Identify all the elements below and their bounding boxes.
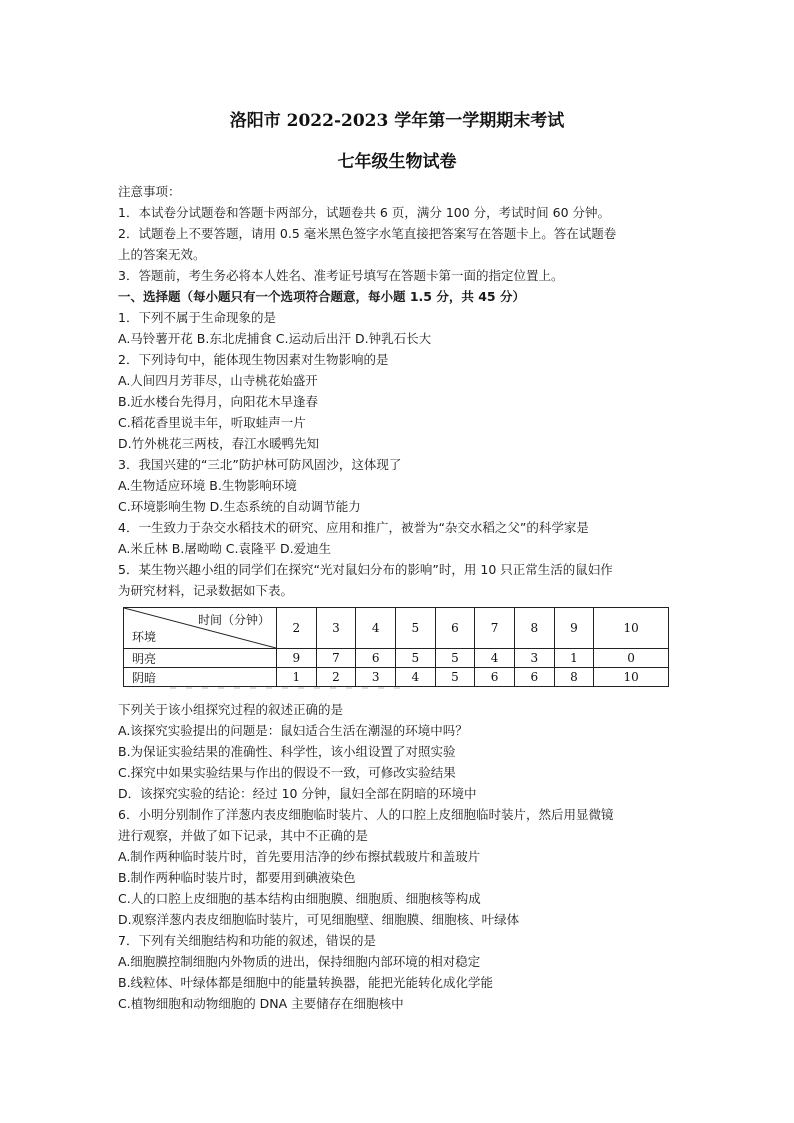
table-cell: 6 bbox=[356, 649, 396, 668]
table-cell: 5 bbox=[395, 649, 435, 668]
table-cell: 3 bbox=[356, 668, 396, 687]
table-cell: 2 bbox=[316, 668, 356, 687]
time-header-cell: 5 bbox=[395, 608, 435, 649]
table-header-row bbox=[124, 608, 669, 649]
question-line: 为研究材料，记录数据如下表。 bbox=[118, 583, 294, 598]
notice-item: 2．试题卷上不要答题，请用 0.5 毫米黑色签字水笔直接把答案写在答题卡上。答在试题卷 bbox=[118, 226, 617, 241]
table-cell: 4 bbox=[395, 668, 435, 687]
question-line: 2．下列诗句中，能体现生物因素对生物影响的是 bbox=[118, 352, 389, 367]
notice-item: 3．答题前，考生务必将本人姓名、准考证号填写在答题卡第一面的指定位置上。 bbox=[118, 268, 564, 283]
option-line: B.制作两种临时装片时，都要用到碘液染色 bbox=[118, 870, 356, 885]
notice-heading: 注意事项： bbox=[118, 184, 181, 199]
option-line: C.人的口腔上皮细胞的基本结构由细胞膜、细胞质、细胞核等构成 bbox=[118, 891, 481, 906]
table-cell: 1 bbox=[277, 668, 317, 687]
option-line: A.细胞膜控制细胞内外物质的进出，保持细胞内部环境的相对稳定 bbox=[118, 954, 481, 969]
table-cell: 7 bbox=[316, 649, 356, 668]
option-line: A.马铃薯开花 B.东北虎捕食 C.运动后出汗 D.钟乳石长大 bbox=[118, 331, 432, 346]
table-cell: 5 bbox=[435, 668, 475, 687]
time-header-cell: 4 bbox=[356, 608, 396, 649]
option-line: A.制作两种临时装片时，首先要用洁净的纱布擦拭载玻片和盖玻片 bbox=[118, 849, 481, 864]
table-cell: 8 bbox=[554, 668, 594, 687]
option-line: D.观察洋葱内表皮细胞临时装片，可见细胞壁、细胞膜、细胞核、叶绿体 bbox=[118, 912, 520, 927]
exam-subtitle: 七年级生物试卷 bbox=[337, 152, 457, 172]
time-header-cell: 10 bbox=[594, 608, 669, 649]
exam-title: 洛阳市 2022-2023 学年第一学期期末考试 bbox=[229, 111, 565, 131]
option-line: A.米丘林 B.屠呦呦 C.袁隆平 D.爱迪生 bbox=[118, 541, 332, 556]
option-line: A.人间四月芳菲尽，山寺桃花始盛开 bbox=[118, 373, 318, 388]
notice-item: 1．本试卷分试题卷和答题卡两部分，试题卷共 6 页，满分 100 分，考试时间 60 分钟。 bbox=[118, 205, 611, 220]
question-line: 4．一生致力于杂交水稻技术的研究、应用和推广，被誉为“杂交水稻之父”的科学家是 bbox=[118, 520, 589, 535]
option-line: B.线粒体、叶绿体都是细胞中的能量转换器，能把光能转化成化学能 bbox=[118, 975, 494, 990]
table-cell: 6 bbox=[514, 668, 554, 687]
time-header-cell: 2 bbox=[277, 608, 317, 649]
row-label-dark: 阴暗 bbox=[124, 668, 277, 687]
table-cell: 5 bbox=[435, 649, 475, 668]
table-cell: 1 bbox=[554, 649, 594, 668]
option-line: B.近水楼台先得月，向阳花木早逢春 bbox=[118, 394, 319, 409]
option-line: A.生物适应环境 B.生物影响环境 bbox=[118, 478, 297, 493]
question-line: 下列关于该小组探究过程的叙述正确的是 bbox=[118, 702, 344, 717]
notice-item: 上的答案无效。 bbox=[118, 247, 206, 262]
option-line: C.植物细胞和动物细胞的 DNA 主要储存在细胞核中 bbox=[118, 996, 404, 1011]
table-cell: 10 bbox=[594, 668, 669, 687]
time-header-cell: 6 bbox=[435, 608, 475, 649]
question-line: 6．小明分别制作了洋葱内表皮细胞临时装片、人的口腔上皮细胞临时装片，然后用显微镜 bbox=[118, 807, 614, 822]
time-header-cell: 7 bbox=[475, 608, 515, 649]
option-line: C.探究中如果实验结果与作出的假设不一致，可修改实验结果 bbox=[118, 765, 456, 780]
time-header-cell: 8 bbox=[514, 608, 554, 649]
option-line: D.竹外桃花三两枝，春江水暖鸭先知 bbox=[118, 436, 320, 451]
corner-label-environment: 环境 bbox=[132, 630, 157, 644]
time-header-cell: 9 bbox=[554, 608, 594, 649]
question-line: 5．某生物兴趣小组的同学们在探究“光对鼠妇分布的影响”时，用 10 只正常生活的鼠妇作 bbox=[118, 562, 613, 577]
option-line: D．该探究实验的结论：经过 10 分钟，鼠妇全部在阴暗的环境中 bbox=[118, 786, 477, 801]
question-line: 3．我国兴建的“三北”防护林可防风固沙，这体现了 bbox=[118, 457, 402, 472]
table-corner-cell bbox=[124, 608, 277, 649]
exam-body-top bbox=[118, 181, 678, 601]
table-cell: 4 bbox=[475, 649, 515, 668]
option-line: C.环境影响生物 D.生态系统的自动调节能力 bbox=[118, 499, 361, 514]
table-cell: 0 bbox=[594, 649, 669, 668]
scan-artifact bbox=[150, 686, 410, 690]
question-line: 1．下列不属于生命现象的是 bbox=[118, 310, 276, 325]
corner-label-time: 时间（分钟） bbox=[197, 613, 270, 627]
option-line: B.为保证实验结果的准确性、科学性，该小组设置了对照实验 bbox=[118, 744, 456, 759]
table-row bbox=[124, 668, 669, 687]
table-cell: 9 bbox=[277, 649, 317, 668]
option-line: C.稻花香里说丰年，听取蛙声一片 bbox=[118, 415, 306, 430]
time-header-cell: 3 bbox=[316, 608, 356, 649]
table-cell: 3 bbox=[514, 649, 554, 668]
section-heading: 一、选择题（每小题只有一个选项符合题意，每小题 1.5 分，共 45 分） bbox=[118, 289, 525, 304]
observation-table bbox=[123, 607, 669, 687]
question-line: 7．下列有关细胞结构和功能的叙述，错误的是 bbox=[118, 933, 376, 948]
question-line: 进行观察，并做了如下记录，其中不正确的是 bbox=[118, 828, 369, 843]
table-row bbox=[124, 649, 669, 668]
exam-body-bottom bbox=[118, 699, 678, 1014]
table-cell: 6 bbox=[475, 668, 515, 687]
row-label-bright: 明亮 bbox=[124, 649, 277, 668]
option-line: A.该探究实验提出的问题是：鼠妇适合生活在潮湿的环境中吗？ bbox=[118, 723, 468, 738]
